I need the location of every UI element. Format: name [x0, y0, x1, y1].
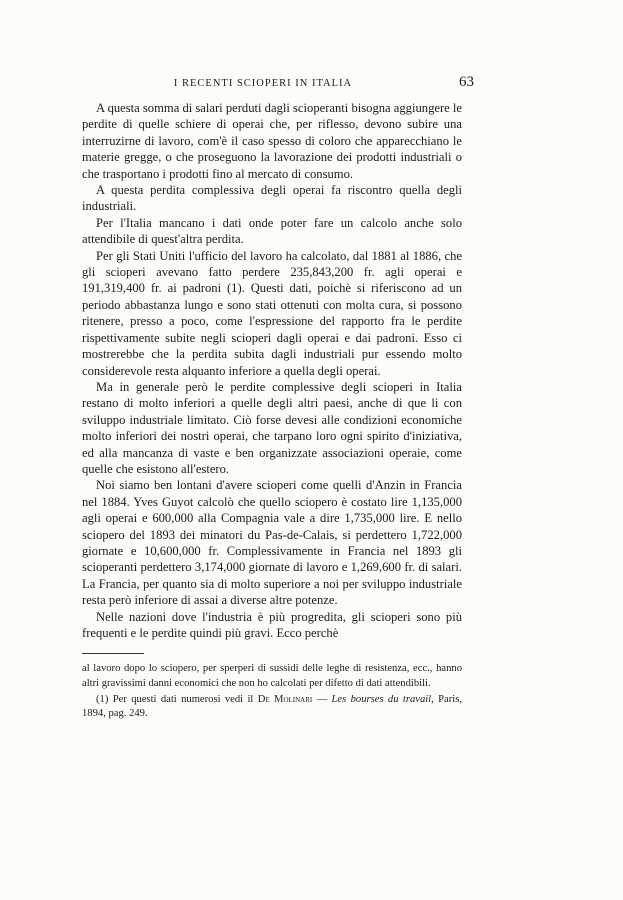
- page-header: [82, 74, 474, 94]
- paragraph: Ma in generale però le perdite complessive degli scioperi in Italia restano di molto inferiori a quelle degli altri paesi, anche di que li con sviluppo industriale limitato. Ciò forse devesi alle condizioni economiche molto inferiori dei nostri operai, che tarpano loro ogni spirito d'iniziativa, ed alla mancanza di vaste e ben organizzate associazioni operaie, come quelle che esistono all'estero.: [82, 379, 462, 476]
- footnote-1-lead: (1) Per questi dati numerosi vedi il: [96, 693, 254, 705]
- paragraph: A questa somma di salari perduti dagli scioperanti bisogna aggiungere le perdite di quelle schiere di operai che, per riflesso, devono subire una interruzirne di lavoro, com'è il caso spesso di coloro che apparecchiano le materie gregge, o che proseguono la lavorazione dei prodotti industriali o che trasportano i prodotti fino al mercato di consumo.: [82, 101, 462, 181]
- footnotes: [82, 662, 462, 721]
- paragraph: Nelle nazioni dove l'industria è più progredita, gli scioperi sono più frequenti e le perdite quindi più gravi. Ecco perchè: [82, 609, 462, 640]
- paragraph: Per gli Stati Uniti l'ufficio del lavoro ha calcolato, dal 1881 al 1886, che gli scioperi avevano fatto perdere 235,843,200 fr. agli operai e 191,319,400 fr. ai padroni (1). Questi dati, poichè si riferiscono ad un periodo abbastanza lungo e sono stati ottenuti con molta cura, si possono ritenere, presso a poco, come l'espressione del rapporto fra le perdite rispettivamente subite negli scioperi dagli operai e dai padroni. Esso ci mostrerebbe che la perdita subita dagli industriali pur essendo molto considerevole resta alquanto inferiore a quella degli operai.: [82, 248, 462, 378]
- footnote-continuation: al lavoro dopo lo sciopero, per sperperi di sussidi delle leghe di resistenza, ecc., hanno altri gravissimi danni economici che non ho calcolati per difetto di dati attendibili.: [82, 663, 462, 689]
- footnote-1: [82, 693, 462, 721]
- page-number: 63: [459, 74, 474, 90]
- paragraph: A questa perdita complessiva degli operai fa riscontro quella degli industriali.: [82, 183, 462, 214]
- footnote-1-dash: —: [312, 693, 332, 705]
- footnote-1-rest: , Paris, 1894, pag. 249.: [82, 693, 462, 720]
- paragraph: Noi siamo ben lontani d'avere scioperi come quelli d'Anzin in Francia nel 1884. Yves Guyot calcolò che quello sciopero è costato lire 1,135,000 agli operai e 600,000 alla Compagnia vale a dire 1,735,000 lire. E nello sciopero del 1893 dei minatori du Pas-de-Calais, si perdettero 1,722,000 giornate e 10,600,000 fr. Complessivamente in Francia nel 1893 gli scioperanti perdettero 3,174,000 giornate di lavoro e 1,269,600 fr. di salari. La Francia, per quanto sia di molto superiore a noi per sviluppo industriale resta però inferiore di assai a diverse altre potenze.: [82, 478, 462, 608]
- footnote-1-title: Les bourses du travail: [331, 693, 432, 705]
- paragraph: Per l'Italia mancano i dati onde poter fare un calcolo anche solo attendibile di quest'altra perdita.: [82, 215, 462, 247]
- footnote-1-author: De Molinari: [257, 693, 313, 705]
- body-text: [82, 100, 462, 641]
- running-title: I RECENTI SCIOPERI IN ITALIA: [173, 78, 353, 89]
- footnote-divider: [82, 653, 144, 654]
- book-page: [82, 74, 474, 721]
